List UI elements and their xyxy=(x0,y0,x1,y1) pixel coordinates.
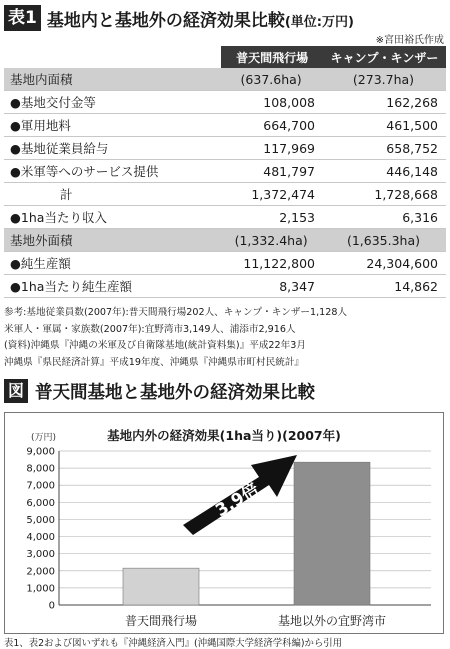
x-category-label: 普天間飛行場 xyxy=(124,614,198,628)
row-label: ●米軍等へのサービス提供 xyxy=(4,160,221,183)
figure-badge: 図 xyxy=(4,379,28,403)
table-row xyxy=(4,160,446,183)
arrow-annotation xyxy=(183,455,297,535)
bar xyxy=(294,462,370,605)
cell-kinser: 162,268 xyxy=(323,91,446,114)
bar xyxy=(123,568,199,605)
table-header-blank xyxy=(4,46,221,68)
y-tick-label: 4,000 xyxy=(26,532,55,544)
cell-futenma: 117,969 xyxy=(221,137,323,160)
cell-kinser: (273.7ha) xyxy=(323,68,446,91)
table-row xyxy=(4,183,446,206)
x-category-label: 基地以外の宜野湾市 xyxy=(277,614,387,628)
table-credit: ※宮田裕氏作成 xyxy=(375,35,444,46)
y-tick-label: 1,000 xyxy=(26,583,55,595)
row-label: ●1ha当たり収入 xyxy=(4,206,221,229)
row-label: ●基地交付金等 xyxy=(4,91,221,114)
figure-title-row xyxy=(4,378,315,404)
bar-chart xyxy=(5,413,443,633)
y-tick-label: 6,000 xyxy=(26,497,55,509)
cell-futenma: 11,122,800 xyxy=(221,252,323,275)
y-tick-label: 7,000 xyxy=(26,480,55,492)
table-title-row xyxy=(4,4,354,32)
cell-kinser: 461,500 xyxy=(323,114,446,137)
table-unit: (単位:万円) xyxy=(284,14,354,30)
table-section-row xyxy=(4,68,446,91)
y-tick-label: 5,000 xyxy=(26,514,55,526)
note-line: (資料)沖縄県『沖縄の米軍及び自衛隊基地(統計資料集)』平成22年3月 xyxy=(4,340,306,351)
y-tick-label: 8,000 xyxy=(26,463,55,475)
y-tick-label: 3,000 xyxy=(26,549,55,561)
cell-futenma: (1,332.4ha) xyxy=(221,229,323,252)
cell-futenma: 8,347 xyxy=(221,275,323,298)
cell-futenma: (637.6ha) xyxy=(221,68,323,91)
table-row xyxy=(4,206,446,229)
table-row xyxy=(4,252,446,275)
note-line: 米軍人・軍属・家族数(2007年):宜野湾市3,149人、浦添市2,916人 xyxy=(4,323,296,335)
cell-futenma: 108,008 xyxy=(221,91,323,114)
cell-futenma: 2,153 xyxy=(221,206,323,229)
row-label: 基地外面積 xyxy=(4,229,221,252)
comparison-table xyxy=(4,46,446,298)
cell-kinser: 658,752 xyxy=(323,137,446,160)
table-row xyxy=(4,114,446,137)
row-label: ●1ha当たり純生産額 xyxy=(4,275,221,298)
table-title-text: 基地内と基地外の経済効果比較 xyxy=(46,10,285,31)
table-row xyxy=(4,91,446,114)
y-axis-unit: (万円) xyxy=(31,433,57,443)
note-line: 参考:基地従業員数(2007年):普天間飛行場202人、キャンプ・キンザー1,128人 xyxy=(4,307,348,318)
arrow-label: 3.9倍 xyxy=(212,479,263,522)
table-section-row xyxy=(4,229,446,252)
table-row xyxy=(4,275,446,298)
table-notes xyxy=(4,305,347,371)
note-line: 沖縄県『県民経済計算』平成19年度、沖縄県『沖縄県市町村民統計』 xyxy=(4,356,305,368)
chart-frame xyxy=(4,412,444,634)
cell-futenma: 664,700 xyxy=(221,114,323,137)
cell-futenma: 1,372,474 xyxy=(221,183,323,206)
table-badge: 表1 xyxy=(4,5,41,31)
row-label: 基地内面積 xyxy=(4,68,221,91)
y-tick-label: 9,000 xyxy=(26,446,55,458)
figure-title: 普天間基地と基地外の経済効果比較 xyxy=(35,382,315,403)
row-label: 計 xyxy=(4,183,221,206)
column-header-kinser: キャンプ・キンザー xyxy=(323,46,446,68)
y-tick-label: 2,000 xyxy=(26,566,55,578)
table-row xyxy=(4,137,446,160)
row-label: ●基地従業員給与 xyxy=(4,137,221,160)
row-label: ●純生産額 xyxy=(4,252,221,275)
row-label: ●軍用地料 xyxy=(4,114,221,137)
cell-kinser: 24,304,600 xyxy=(323,252,446,275)
cell-kinser: (1,635.3ha) xyxy=(323,229,446,252)
column-header-futenma: 普天間飛行場 xyxy=(221,46,323,68)
y-tick-label: 0 xyxy=(48,600,55,612)
chart-title: 基地内外の経済効果(1ha当り)(2007年) xyxy=(107,428,341,443)
cell-kinser: 14,862 xyxy=(323,275,446,298)
cell-kinser: 6,316 xyxy=(323,206,446,229)
table-title xyxy=(47,6,354,31)
cell-kinser: 446,148 xyxy=(323,160,446,183)
cell-futenma: 481,797 xyxy=(221,160,323,183)
table-header-row xyxy=(4,46,446,68)
footer-source: 表1、表2および図いずれも『沖縄経済入門』(沖縄国際大学経済学科編)から引用 xyxy=(4,638,342,649)
cell-kinser: 1,728,668 xyxy=(323,183,446,206)
